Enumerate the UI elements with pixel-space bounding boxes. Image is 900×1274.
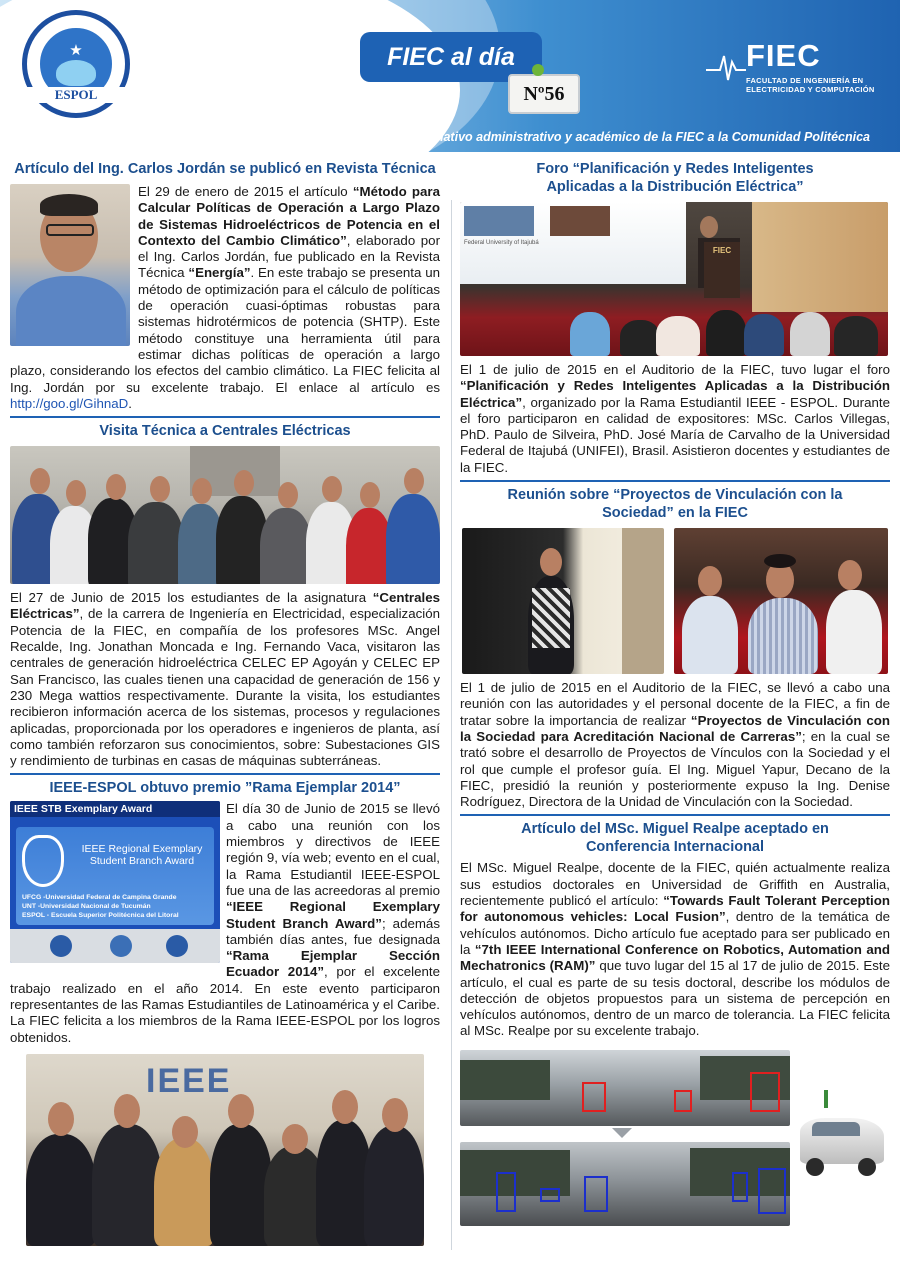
screen-title: IEEE Regional Exemplary Student Branch Award [81,843,203,868]
masthead [0,0,900,152]
logo-subtitle: FACULTAD DE INGENIERÍA EN ELECTRICIDAD Y COMPUTACIÓN [746,76,875,94]
tagline: Informativo administrativo y académico de la FIEC a la Comunidad Politécnica [404,130,870,144]
star-icon: ★ [69,41,83,59]
photo-ieee-members [26,1054,424,1246]
article-body-realpe: El MSc. Miguel Realpe, docente de la FIEC, quién actualmente realiza sus estudios doctorales en Universidad de Griffith en Australia, recientemente publicó el artículo: “Towards Fault Tolerant Perception for autonomous vehicles: Local Fusion”, dentro de la temática de vehículos autónomos. Dicho artículo fue aceptado para ser publicado en la “7th IEEE International Conference on Robotics, Automation and Mechatronics (RAM)” que tuvo lugar del 15 al 17 de julio de 2015. Este artículo, el cual es parte de su tesis doctoral, describe los módulos de detección de objetos propuestos para un sistema de percepción en vehículos autónomos, dentro de un marco de tolerancia. La FIEC felicita al MSc. Realpe por su excelente trabajo. [460,860,891,1039]
column-divider [451,200,452,1250]
article-title-realpe: Artículo del MSc. Miguel Realpe aceptado en Conferencia Internacional [521,821,829,856]
article-body-ieee: El día 30 de Junio de 2015 se llevó a cabo una reunión con los miembros y directivos de IEEE región 9, vía web; evento en el cual, la Rama Estudiantil IEEE-ESPOL fue una de las acreedoras al premio “IEEE Regional Exemplary Student Branch Award”; además también días antes, fue designada “Rama Ejemplar Sección Ecuador 2014”, por el excelente trabajo realizado en el año 2014. En este evento participaron representantes de las Ramas Estudiantiles de Latinoamérica y el Caribe. La FIEC felicita a los miembros de la Rama IEEE-ESPOL por los logros obtenidos. [10,801,441,1045]
newsletter-title: FIEC al día [360,32,542,82]
photo-forum-auditorium [460,202,888,356]
photo-carlos-jordan [10,184,130,346]
photo-speaker [462,528,664,674]
photo-student-group [10,446,440,584]
fiec-logo [706,38,878,102]
seal-label: ESPOL [27,87,125,103]
article-body-jordan: El 29 de enero de 2015 el artículo “Método para Calcular Políticas de Operación a Largo Plazo de Sistemas Hidroeléctricos de Potencia en el Contexto del Cambio Climático”, elaborado por el Ing. Carlos Jordán, fue publicado en la Revista Técnica “Energía”. En este trabajo se presenta un método de optimización para el cálculo de políticas de operación cuasi-óptimas robustas para sistemas hidrotérmicos de potencia (SHTP). Este método constituye una herramienta útil para estimar dichas políticas de operación a largo plazo, considerando los efectos del cambio climático. La FIEC felicita al Ing. Jordán por su excelente trabajo. El enlace al artículo es http://goo.gl/GihnaD. [10,184,440,411]
right-column [460,156,890,1228]
photo-audience [674,528,888,674]
screen-header: IEEE STB Exemplary Award [10,801,220,817]
article-body-foro: El 1 de julio de 2015 en el Auditorio de la FIEC, tuvo lugar el foro “Planificación y Redes Inteligentes Aplicadas a la Distribución Eléctrica”, organizado por la Rama Estudiantil IEEE - ESPOL. Durante el foro participaron en calidad de expositores: MSc. Carlos Villegas, PhD. Paulo de Silveira, PhD. José María de Carvalho de la Universidad Federal de Itajubá (UNIFEI), Brasil. Asistieron docentes y estudiantes de la FIEC. [460,362,890,475]
article-title-jordan: Artículo del Ing. Carlos Jordán se publicó en Revista Técnica [14,161,436,177]
article-ieee [10,801,440,1045]
podium-label: FIEC [704,242,740,298]
section-separator [10,416,440,418]
issue-number: Nº56 [508,74,580,114]
left-column [10,156,440,1246]
section-separator [460,814,890,816]
article-link[interactable]: http://goo.gl/GihnaD [10,395,129,411]
section-separator [10,773,440,775]
article-title-vinculacion: Reunión sobre “Proyectos de Vinculación con la Sociedad” en la FIEC [507,487,843,522]
section-separator [460,480,890,482]
photo-street-detection-top [460,1050,790,1126]
photo-award-screen [10,801,220,963]
photo-autonomous-car [794,1088,890,1188]
vinculacion-photos [460,528,890,674]
arrow-down-icon [612,1128,632,1138]
screen-line: UFCG -Universidad Federal de Campina Grande [22,894,177,902]
turtle-icon [56,60,96,86]
article-body-visita: El 27 de Junio de 2015 los estudiantes de la asignatura “Centrales Eléctricas”, de la carrera de Ingeniería en Electricidad, especialización Potencia de la FIEC, en compañía de los profesores MSc. Angel Recalde, Ing. Jonathan Moncada e Ing. Fernando Vaca, visitaron las centrales de generación hidroeléctrica CELEC EP Agoyán y CELEC EP San Francisco, las cuales tienen una capacidad de generación de 156 y 230 Mega wattios respectivamente. Durante la visita, los estudiantes recibieron información acerca de los sistemas, procesos y regulaciones aplicadas, proporcionada por los operadores e ingenieros de planta, así como también reforzaron sus conocimientos, sobre: Subestaciones GIS y rendimiento de turbinas en casas de máquinas subterráneas. [10,590,440,769]
realpe-figures [460,1050,890,1228]
ieee-banner: IEEE [146,1061,232,1100]
logo-word: FIEC [746,38,821,73]
espol-seal-logo [22,10,130,118]
photo-street-detection-bottom [460,1142,790,1226]
leaf-icon [532,64,544,76]
projection-screen [460,202,686,284]
article-title-visita: Visita Técnica a Centrales Eléctricas [99,423,351,440]
article-title-foro: Foro “Planificación y Redes Inteligentes Aplicadas a la Distribución Eléctrica” [536,161,814,195]
pulse-icon [706,52,746,82]
screen-line: ESPOL - Escuela Superior Politécnica del Litoral [22,912,179,920]
article-jordan [10,184,440,412]
screen-line: UNT -Universidad Nacional de Tucumán [22,903,151,911]
article-body-vinculacion: El 1 de julio de 2015 en el Auditorio de la FIEC, se llevó a cabo una reunión con las autoridades y el personal docente de la FIEC, a fin de tratar sobre la importancia de realizar “Proyectos de Vinculación con la Sociedad para Acreditación Nacional de Carreras”; en la cual se trató sobre el desarrollo de Proyectos de Vínculos con la Sociedad y el rol que cumple el profesor guía. El Ing. Miguel Yapur, Decano de la FIEC, presidió la reunión y posteriormente expuso la Ing. Denise Rodríguez, Directora de la Unidad de Vinculación con la Sociedad. [460,680,890,810]
article-title-ieee: IEEE-ESPOL obtuvo premio ”Rama Ejemplar 2014” [49,780,401,797]
slide-caption: Federal University of Itajubá [464,240,539,246]
